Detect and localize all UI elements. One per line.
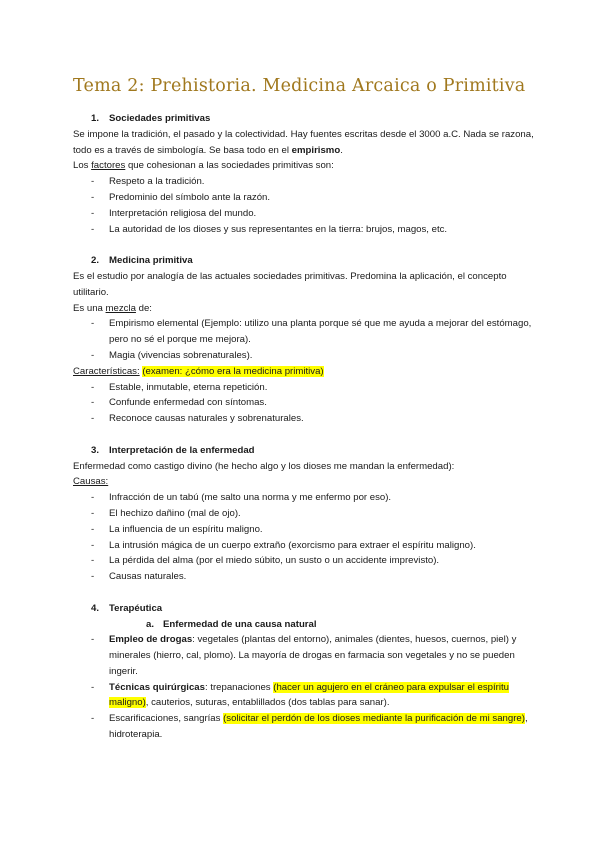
list-item-text: La influencia de un espíritu maligno. (109, 523, 263, 535)
paragraph (73, 158, 543, 174)
list-item (73, 569, 543, 585)
subsection-number: a. (146, 618, 155, 630)
list-item (73, 711, 543, 743)
bold-term: Técnicas quirúrgicas (109, 681, 205, 693)
section-title: Sociedades primitivas (109, 113, 211, 124)
section-heading (73, 253, 543, 269)
bullet-dash: - (91, 318, 95, 330)
highlighted-note: (examen: ¿cómo era la medicina primitiva) (142, 365, 324, 377)
highlighted-note: (hacer un agujero en el cráneo para expulsar el espíritu maligno) (109, 681, 509, 709)
list-item (73, 522, 543, 538)
list-item-text: Empirismo elemental (Ejemplo: utilizo una planta porque sé que me ayuda a mejorar del estómago, pero no sé el porque me mejora). (109, 318, 532, 346)
list-item (73, 680, 543, 712)
text-run: de: (135, 302, 152, 314)
bold-term: Empleo de drogas (109, 634, 193, 646)
section-number: 2. (91, 255, 100, 267)
paragraph: Enfermedad como castigo divino (he hecho algo y los dioses me mandan la enfermedad): (73, 460, 455, 472)
list-item-text: El hechizo dañino (mal de ojo). (109, 507, 241, 519)
list-item-text: Predominio del símbolo ante la razón. (109, 191, 271, 203)
list-item (73, 490, 543, 506)
list-item-text: , cauterios, suturas, entablillados (dos tablas para sanar). (145, 697, 390, 709)
list-item-text: : vegetales (plantas del entorno), animales (dientes, huesos, cuernos, piel) y minerales (hierro, cal, plomo). La mayoría de drogas en farmacia son vegetales y no se pueden ingerir. (109, 634, 517, 677)
text-run: Se impone la tradición, el pasado y la colectividad. Hay fuentes escritas desde el 3000 a.C. Nada se razona, todo es a través de simbología. Se basa todo en el (73, 128, 534, 156)
text-run: que cohesionan a las sociedades primitivas son: (125, 160, 334, 172)
section-number: 4. (91, 602, 100, 614)
list-item (73, 174, 543, 190)
list-item-text: Infracción de un tabú (me salto una norma y me enfermo por eso). (109, 492, 392, 504)
list-item (73, 632, 543, 679)
list-item-text: Confunde enfermedad con síntomas. (109, 397, 267, 409)
bullet-dash: - (91, 713, 95, 725)
paragraph (73, 364, 543, 380)
section-title: Medicina primitiva (109, 255, 193, 267)
subsection-heading (73, 617, 543, 633)
section-number: 3. (91, 444, 100, 456)
bullet-dash: - (91, 507, 95, 519)
bullet-dash: - (91, 681, 95, 693)
bullet-dash: - (91, 492, 95, 504)
bullet-dash: - (91, 397, 95, 409)
list-item (73, 222, 543, 238)
section-heading (73, 601, 543, 617)
list-item (73, 538, 543, 554)
underlined-term: Características: (73, 365, 140, 377)
list-item-text: Interpretación religiosa del mundo. (109, 207, 257, 219)
bullet-dash: - (91, 523, 95, 535)
list-item (73, 348, 543, 364)
section-heading (73, 443, 543, 459)
list-item (73, 395, 543, 411)
paragraph (73, 301, 543, 317)
paragraph (73, 474, 543, 490)
page-title: Tema 2: Prehistoria. Medicina Arcaica o Primitiva (73, 76, 526, 96)
list-item (73, 190, 543, 206)
section-title: Interpretación de la enfermedad (109, 444, 255, 456)
text-run: Es una (73, 302, 106, 314)
list-item (73, 316, 543, 348)
list-item (73, 206, 543, 222)
list-item-text: Magia (vivencias sobrenaturales). (109, 349, 253, 361)
bullet-dash: - (91, 634, 95, 646)
list-item-text: La intrusión mágica de un cuerpo extraño (exorcismo para extraer el espíritu maligno). (109, 539, 476, 551)
list-item-text: Estable, inmutable, eterna repetición. (109, 381, 268, 393)
underlined-term: Causas: (73, 476, 109, 488)
list-item (73, 506, 543, 522)
paragraph: Es el estudio por analogía de las actuales sociedades primitivas. Predomina la aplicación, el concepto utilitario. (73, 270, 507, 298)
section-title: Terapéutica (109, 602, 163, 614)
subsection-title: Enfermedad de una causa natural (163, 618, 317, 630)
paragraph (73, 127, 543, 159)
bullet-dash: - (91, 571, 95, 583)
text-run: . (340, 144, 343, 156)
bullet-dash: - (91, 191, 95, 203)
bullet-dash: - (91, 555, 95, 567)
bullet-dash: - (91, 413, 95, 425)
section-number: 1. (91, 113, 100, 124)
list-item (73, 411, 543, 427)
list-item-text: , hidroterapia. (109, 713, 528, 741)
bullet-dash: - (91, 176, 95, 188)
list-item-text: La pérdida del alma (por el miedo súbito, un susto o un accidente imprevisto). (109, 555, 440, 567)
list-item-text: Reconoce causas naturales y sobrenaturales. (109, 413, 304, 425)
document-body (73, 111, 543, 743)
underlined-term: mezcla (105, 302, 136, 314)
highlighted-note: (solicitar el perdón de los dioses mediante la purificación de mi sangre) (223, 713, 525, 725)
text-run: Los (73, 160, 92, 172)
list-item-text: Causas naturales. (109, 571, 187, 583)
list-item (73, 380, 543, 396)
bold-term: empirismo (291, 144, 341, 156)
underlined-term: factores (91, 160, 126, 172)
list-item-text: Escarificaciones, sangrías (109, 713, 224, 725)
list-item (73, 553, 543, 569)
list-item-text: : trepanaciones (204, 681, 274, 693)
bullet-dash: - (91, 539, 95, 551)
bullet-dash: - (91, 223, 95, 235)
section-heading (73, 111, 543, 127)
bullet-dash: - (91, 349, 95, 361)
bullet-dash: - (91, 207, 95, 219)
bullet-dash: - (91, 381, 95, 393)
list-item-text: La autoridad de los dioses y sus representantes en la tierra: brujos, magos, etc. (109, 223, 448, 235)
list-item-text: Respeto a la tradición. (109, 176, 205, 188)
